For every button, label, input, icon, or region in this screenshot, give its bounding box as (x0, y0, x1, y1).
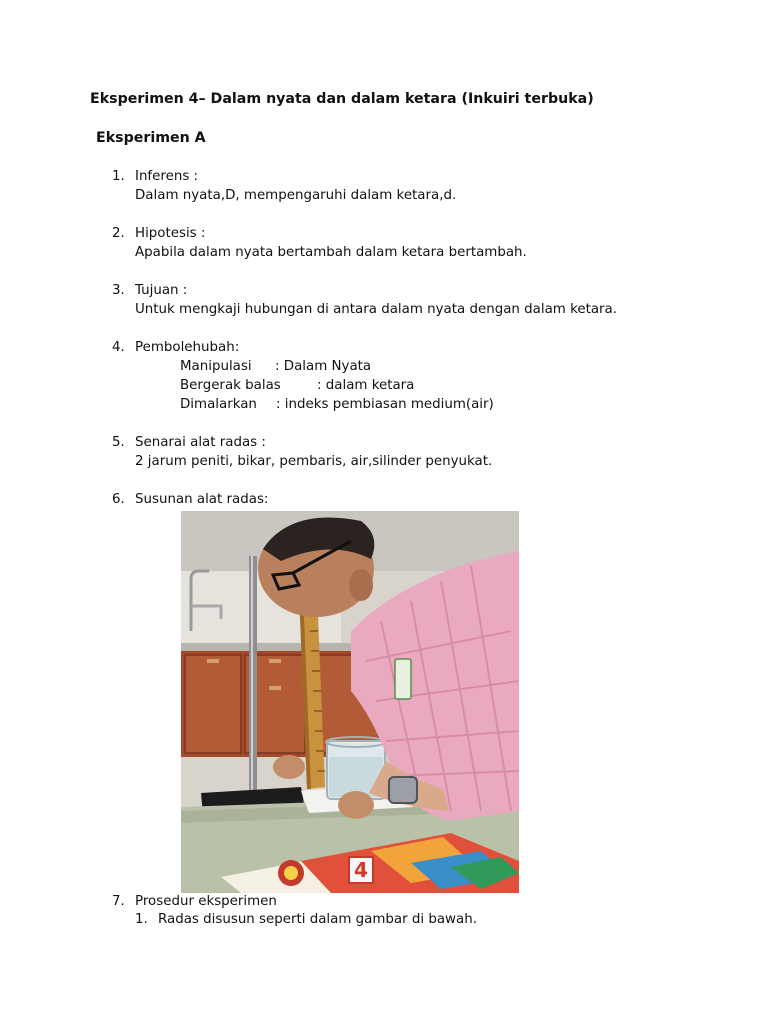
apparatus-heading: Senarai alat radas : (135, 435, 266, 450)
variable-label: Bergerak balas (180, 378, 281, 393)
hypothesis-text: Apabila dalam nyata bertambah dalam ketara bertambah. (135, 245, 527, 260)
variable-value: : indeks pembiasan medium(air) (276, 397, 494, 412)
hypothesis-heading: Hipotesis : (135, 226, 206, 241)
variable-label: Manipulasi (180, 359, 252, 374)
procedure-step-number: 1. (135, 912, 148, 927)
variable-label: Dimalarkan (180, 397, 257, 412)
book-number-label: 4 (354, 858, 368, 882)
section-title: Eksperimen A (96, 130, 206, 146)
variable-value: : Dalam Nyata (275, 359, 372, 374)
document-title: Eksperimen 4– Dalam nyata dan dalam ketara (Inkuiri terbuka) (90, 91, 594, 107)
aim-heading: Tujuan : (135, 283, 188, 298)
setup-heading: Susunan alat radas: (135, 492, 269, 507)
list-number: 3. (112, 283, 125, 298)
inference-text: Dalam nyata,D, mempengaruhi dalam ketara,d. (135, 188, 457, 203)
variable-value: : dalam ketara (317, 378, 415, 393)
variables-heading: Pembolehubah: (135, 340, 240, 355)
list-number: 7. (112, 894, 125, 909)
list-number: 5. (112, 435, 125, 450)
list-number: 2. (112, 226, 125, 241)
aim-text: Untuk mengkaji hubungan di antara dalam nyata dengan dalam ketara. (135, 302, 618, 317)
apparatus-text: 2 jarum peniti, bikar, pembaris, air,silinder penyukat. (135, 454, 493, 469)
apparatus-photo (181, 511, 519, 893)
list-number: 1. (112, 169, 125, 184)
list-number: 4. (112, 340, 125, 355)
list-number: 6. (112, 492, 125, 507)
inference-heading: Inferens : (135, 169, 199, 184)
procedure-heading: Prosedur eksperimen (135, 894, 277, 909)
procedure-step-text: Radas disusun seperti dalam gambar di bawah. (158, 912, 477, 927)
